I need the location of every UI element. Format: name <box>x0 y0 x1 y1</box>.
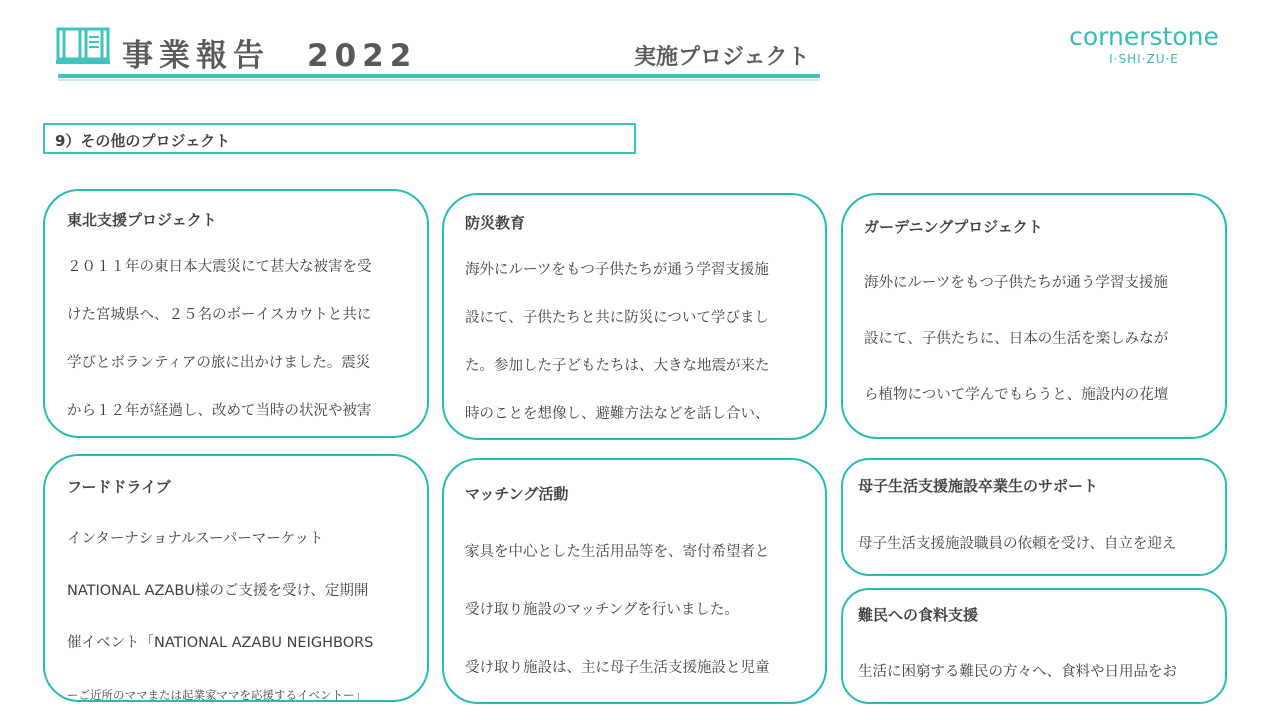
card-line: 海外にルーツをもつ子供たちが通う学習支援施 <box>864 275 1168 291</box>
card-body <box>465 509 770 704</box>
card-title: 母子生活支援施設卒業生のサポート <box>858 477 1099 495</box>
card-line: 受け取り施設は、主に母子生活支援施設と児童 <box>465 660 770 676</box>
card-line: 受け取り施設のマッチングを行いました。 <box>465 602 739 618</box>
book-icon <box>56 27 110 65</box>
card-line: 時のことを想像し、避難方法などを話し合い、 <box>465 406 770 422</box>
card-line: た。参加した子どもたちは、大きな地震が来た <box>465 358 770 374</box>
project-card-gardening <box>841 193 1227 439</box>
page-subtitle: 実施プロジェクト <box>634 45 810 70</box>
project-card-disaster-education <box>442 193 827 440</box>
card-body <box>67 231 372 438</box>
card-line: 催イベント「NATIONAL AZABU NEIGHBORS <box>67 635 374 651</box>
logo-tagline: I·SHI·ZU·E <box>1109 52 1179 66</box>
section-heading-box <box>43 123 636 154</box>
cornerstone-logo <box>1068 22 1220 66</box>
project-card-graduate-support <box>841 458 1227 576</box>
card-title: フードドライブ <box>67 478 171 496</box>
header-divider-shadow <box>58 79 820 81</box>
project-card-tohoku <box>43 189 429 438</box>
card-title: 東北支援プロジェクト <box>67 211 217 229</box>
card-line: 学びとボランティアの旅に出かけました。震災 <box>67 355 371 371</box>
card-body <box>465 234 770 440</box>
card-line: NATIONAL AZABU様のご支援を受け、定期開 <box>67 583 369 599</box>
card-body <box>858 502 1176 576</box>
card-line: インターナショナルスーパーマーケット <box>67 531 324 547</box>
card-line: ２０１１年の東日本大震災にて甚大な被害を受 <box>67 259 372 275</box>
page-title: 事業報告 2022 <box>122 38 418 74</box>
logo-wordmark: cornerstone <box>1069 22 1219 51</box>
card-line: 母子生活支援施設職員の依頼を受け、自立を迎え <box>858 536 1177 552</box>
header-divider <box>58 74 820 78</box>
card-title: 防災教育 <box>465 214 526 232</box>
card-line: 生活に困窮する難民の方々へ、食料や日用品をお <box>858 664 1177 680</box>
card-line <box>864 437 1168 439</box>
card-line: 設にて、子供たちに、日本の生活を楽しみなが <box>864 331 1169 347</box>
project-card-matching <box>442 458 827 704</box>
project-card-refugee-food <box>841 588 1227 704</box>
card-body <box>858 630 1177 704</box>
project-card-food-drive <box>43 454 429 702</box>
card-line-note: ーご近所のママまたは起業家ママを応援するイベントー」 <box>67 688 366 702</box>
card-line: から１２年が経過し、改めて当時の状況や被害 <box>67 403 372 419</box>
card-title: ガーデニングプロジェクト <box>864 218 1043 236</box>
card-line: 設にて、子供たちと共に防災について学びまし <box>465 310 769 326</box>
card-body <box>67 500 386 702</box>
card-title: 難民への食料支援 <box>858 606 979 624</box>
card-line: けた宮城県へ、２５名のボーイスカウトと共に <box>67 307 372 323</box>
card-body <box>864 241 1168 439</box>
card-line: ら植物について学んでもらうと、施設内の花壇 <box>864 387 1169 403</box>
card-line: 家具を中心とした生活用品等を、寄付希望者と <box>465 544 770 560</box>
card-line: 海外にルーツをもつ子供たちが通う学習支援施 <box>465 262 769 278</box>
card-title: マッチング活動 <box>465 485 569 503</box>
section-title: 9）その他のプロジェクト <box>55 132 231 150</box>
